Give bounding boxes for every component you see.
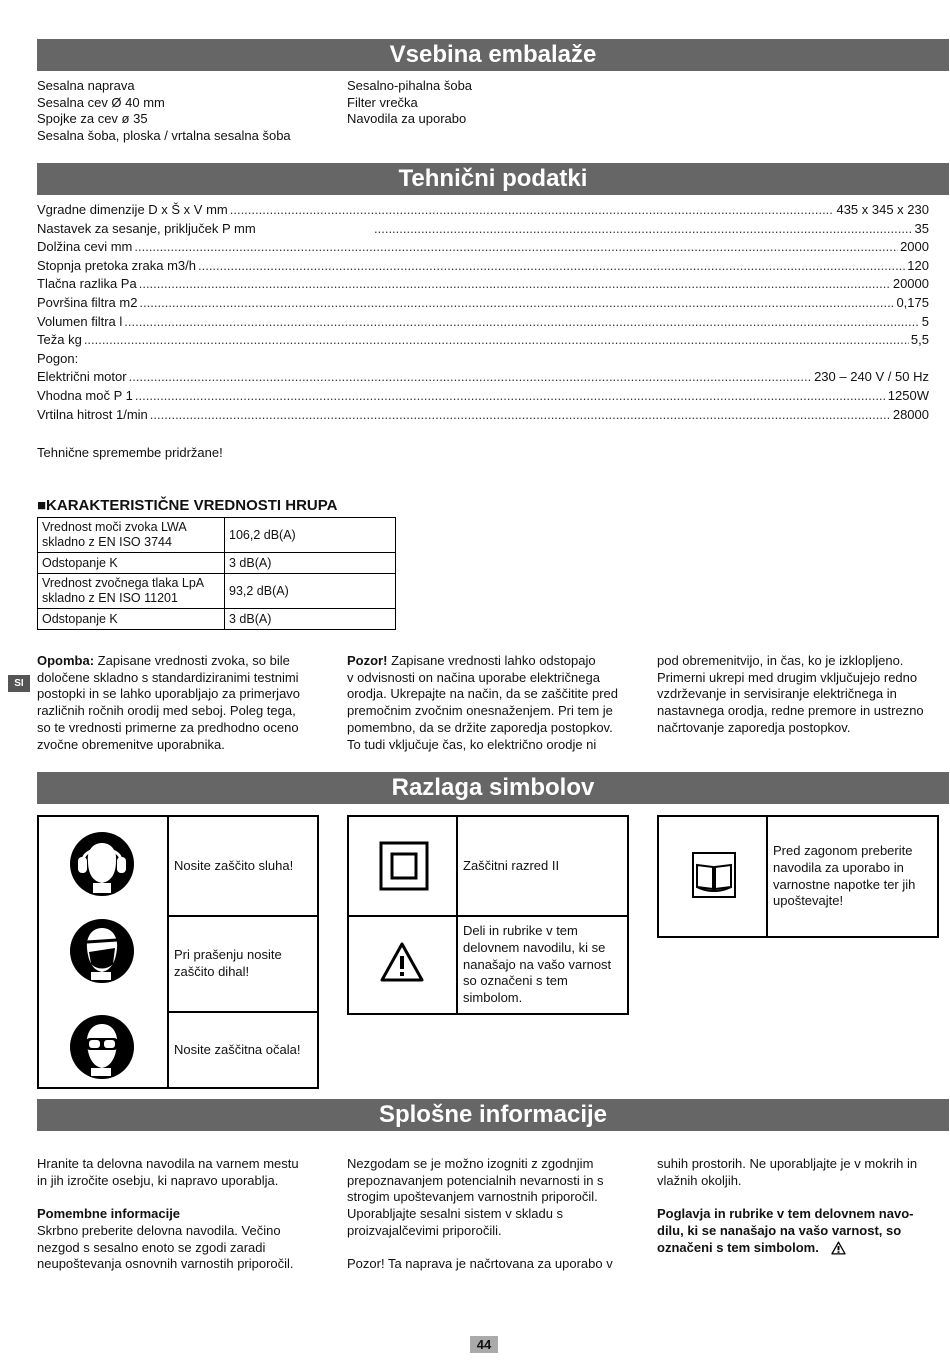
spec-label: Dolžina cevi mm: [37, 239, 133, 255]
table-row: [38, 609, 396, 630]
noise-key: Vrednost zvočnega tlaka LpA skladno z EN ISO 11201: [38, 574, 225, 609]
contents-item: Filter vrečka: [347, 94, 418, 110]
spec-label: Vgradne dimenzije D x Š x V mm: [37, 202, 228, 217]
spec-row: [37, 350, 929, 369]
hearing-label: Nosite zaščito sluha!: [174, 857, 294, 873]
noise-value: 93,2 dB(A): [225, 574, 396, 609]
protection-class-ii-icon: [379, 841, 429, 891]
section-title-tech: Tehnični podatki: [37, 163, 949, 195]
dust-mask-icon: [69, 918, 135, 984]
spec-row: [37, 368, 929, 387]
spec-value: 35: [914, 220, 929, 236]
warning-triangle-icon: [379, 941, 425, 983]
spec-label: Pogon:: [37, 350, 79, 366]
spec-value: 5,5: [910, 332, 929, 348]
tech-note: Tehnične spremembe pridržane!: [37, 445, 223, 460]
section-title-symbols: Razlaga simbolov: [37, 772, 949, 804]
contents-left: [37, 78, 291, 145]
safety-goggles-icon: [69, 1014, 135, 1080]
general-col-1: Hranite ta delovna navodila na varnem mestu in jih izročite osebju, ki napravo uporablja. Pomembne informacije Skrbno preberite delovna navodila. Večino nezgod s sesalno enoto se zgodi zaradi neupoštevanja osnovnih varnostih priporočil.: [37, 1156, 299, 1272]
spec-label: Vhodna moč P 1: [37, 387, 133, 403]
language-tab: SI: [8, 675, 30, 692]
spec-value: 230 – 240 V / 50 Hz: [814, 369, 929, 385]
contents-item: Sesalna naprava: [37, 78, 135, 93]
general-col-2: Nezgodam se je možno izogniti z zgodnjim prepoznavanjem potencialnih nevarnosti in s strogim upoštevanjem varnostnih priporočil. Uporabljajte sesalni sistem v skladu s proizvajalčevimi priporočili. Pozor! Ta naprava je načrtovana za uporabo v: [347, 1156, 613, 1272]
contents-item: Sesalno-pihalna šoba: [347, 78, 473, 93]
contents-item: Navodila za uporabo: [347, 111, 467, 127]
symbols-box-ppe: [37, 815, 319, 1089]
spec-label: Površina filtra m2: [37, 294, 138, 310]
warning-label: Deli in rubrike v tem delovnem navodilu, ki se nanašajo na vašo varnost so označeni s tem simbolom.: [463, 923, 612, 1006]
spec-row: [37, 313, 929, 332]
general-heading: Pomembne informacije: [37, 1206, 181, 1222]
spec-row: [37, 201, 929, 220]
ear-protection-icon: [69, 831, 135, 897]
symbols-box-safety: [347, 815, 629, 1015]
note-col-2: Pozor! Zapisane vrednosti lahko odstopajo v odvisnosti on načina uporabe električnega orodja. Ukrepajte na način, da se zaščitite pred premočnim zvočnim onesnaženjem. Pri tem je pomembno, da se držite zaporedja postopkov. To tudi vključuje čas, ko električno orodje ni: [347, 653, 618, 752]
spec-row: [37, 294, 929, 313]
general-col-3: suhih prostorih. Ne uporabljajte je v mokrih in vlažnih okoljih. Poglavja in rubrike v tem delovnem navo- dilu, ki se nanašajo na vašo varnost, so označeni s tem simbolom.: [657, 1156, 918, 1255]
symbols-box-manual: [657, 815, 939, 938]
noise-key: Odstopanje K: [38, 553, 225, 574]
spec-row: [37, 275, 929, 294]
spec-label: Tlačna razlika Pa: [37, 276, 137, 292]
spec-label: Volumen filtra l: [37, 313, 123, 329]
spec-value: 0,175: [896, 294, 929, 310]
note-col-3: pod obremenitvijo, in čas, ko je izklopljeno. Primerni ukrepi med drugim vključujejo redno vzdrževanje in servisiranje električnega in nastavnega orodja, redne premore in ustrezno načrtovanje zaporedja postopkov.: [657, 653, 924, 735]
manual-label: Pred zagonom preberite navodila za uporabo in varnostne napotke ter jih upoštevajte!: [773, 843, 916, 909]
noise-title: ■KARAKTERISTIČNE VREDNOSTI HRUPA: [37, 497, 338, 514]
spec-value: 28000: [892, 406, 929, 422]
spec-row: [37, 387, 929, 406]
spec-value: 435 x 345 x 230: [836, 202, 929, 217]
spec-label: Teža kg: [37, 332, 82, 348]
warning-triangle-icon: [831, 1241, 846, 1255]
noise-value: 3 dB(A): [225, 553, 396, 574]
dust-label: Pri prašenju nosite zaščito dihal!: [174, 947, 282, 979]
table-row: [38, 518, 396, 553]
contents-item: Sesalna cev Ø 40 mm: [37, 94, 165, 110]
spec-label: Vrtilna hitrost 1/min: [37, 406, 148, 422]
spec-row: [37, 331, 929, 350]
noise-table: [37, 517, 396, 630]
section-title-contents: Vsebina embalaže: [37, 39, 949, 71]
read-manual-icon: [691, 851, 737, 899]
spec-label: Nastavek za sesanje, priključek P mm: [37, 220, 256, 236]
table-row: [38, 574, 396, 609]
section-title-general: Splošne informacije: [37, 1099, 949, 1131]
spec-value: 5: [921, 313, 929, 329]
page-number: 44: [470, 1336, 498, 1353]
contents-item: Sesalna šoba, ploska / vrtalna sesalna šoba: [37, 128, 291, 144]
noise-value: 3 dB(A): [225, 609, 396, 630]
spec-row: [37, 257, 929, 276]
noise-key: Vrednost moči zvoka LWA skladno z EN ISO 3744: [38, 518, 225, 553]
spec-row: [37, 220, 929, 239]
spec-label: Stopnja pretoka zraka m3/h: [37, 257, 196, 273]
spec-list: [37, 201, 929, 424]
spec-value: 2000: [900, 239, 929, 255]
spec-label: Električni motor: [37, 369, 127, 385]
note-col-1: Opomba: Zapisane vrednosti zvoka, so bile določene skladno s standardiziranimi testnimi postopki in se lahko uporabljajo za primerjavo različnih ročnih orodij med seboj. Poleg tega, so te vrednosti primerne za predhodno oceno zvočne obremenitve uporabnika.: [37, 653, 301, 752]
spec-value: 1250W: [887, 387, 929, 403]
noise-key: Odstopanje K: [38, 609, 225, 630]
noise-value: 106,2 dB(A): [225, 518, 396, 553]
goggles-label: Nosite zaščitna očala!: [174, 1041, 301, 1057]
spec-row: [37, 238, 929, 257]
contents-item: Spojke za cev ø 35: [37, 111, 148, 127]
spec-value: 120: [907, 257, 929, 273]
spec-row: [37, 406, 929, 425]
class2-label: Zaščitni razred II: [463, 857, 560, 873]
contents-right: [347, 78, 472, 128]
table-row: [38, 553, 396, 574]
spec-value: 20000: [892, 276, 929, 292]
